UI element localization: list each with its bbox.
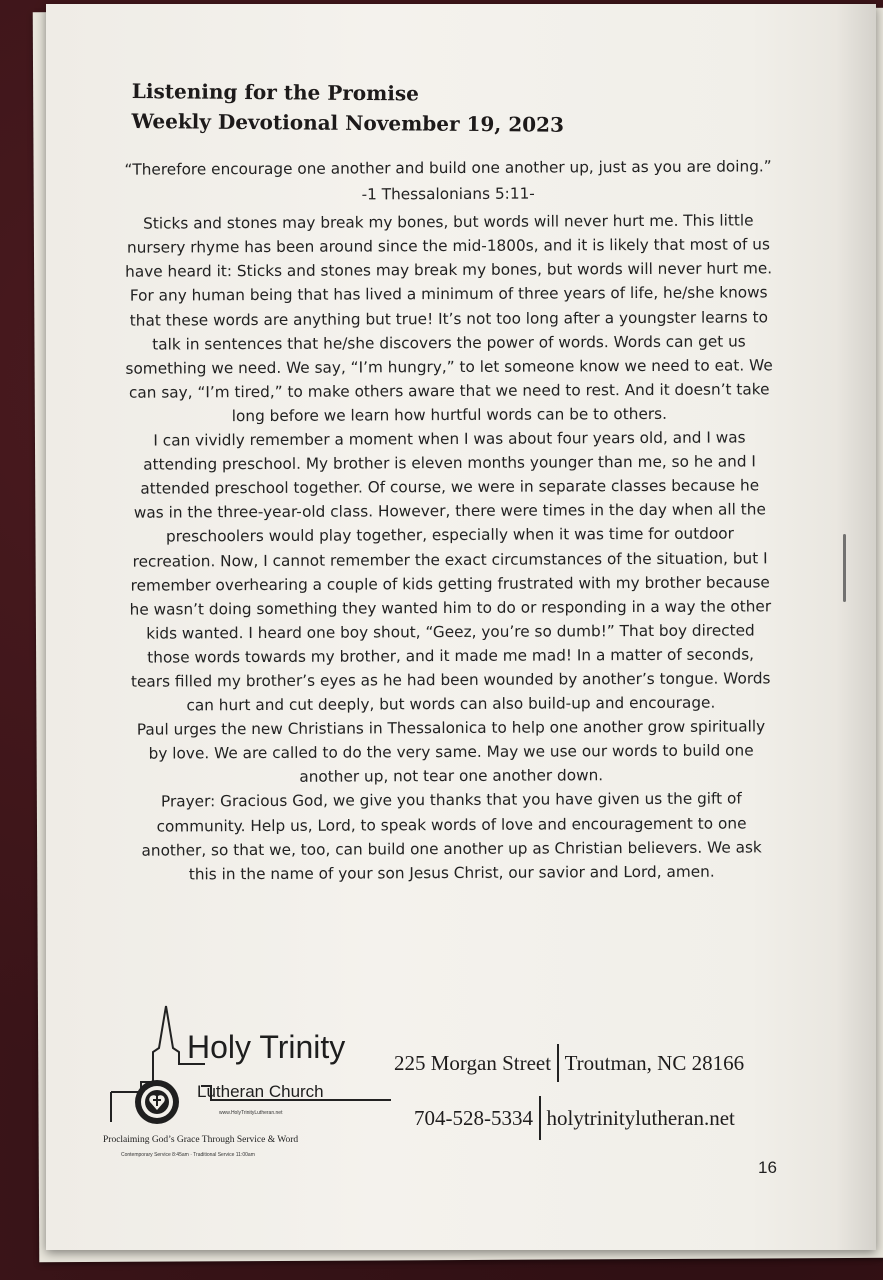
phone-number: 704-528-5334: [414, 1105, 533, 1130]
address-line: [394, 1044, 744, 1082]
paragraph-1: Sticks and stones may break my bones, but words will never hurt me. This little nursery rhyme has been around since the mid-1800s, and it is likely that most of us have heard it: Sticks and stones may break my bones, but words will never hurt me. For any human being that has lived a minimum of three years of life, he/she knows that these words are anything but true! It’s not too long after a youngster learns to talk in sentences that he/she discovers the power of words. Words can get us something we need. We say, “I’m hungry,” to let someone know we need to eat. We can say, “I’m tired,” to make others aware that we need to rest. And it doesn’t take long before we learn how hurtful words can be to others.: [125, 211, 773, 426]
bulletin-page: [46, 4, 876, 1250]
paragraph-2: I can vividly remember a moment when I was about four years old, and I was attending preschool. My brother is eleven months younger than me, so he and I attended preschool together. Of course, we were in separate classes because he was in the three-year-old class. However, there were times in the day when all the preschoolers would play together, especially when it was time for outdoor recreation. Now, I cannot remember the exact circumstances of the situation, but I remember overhearing a couple of kids getting frustrated with my brother because he wasn’t doing something they wanted him to do or responding in a way the other kids wanted. I heard one boy shout, “Geez, you’re so dumb!” That boy directed those words towards my brother, and it made me mad! In a matter of seconds, tears filled my brother’s eyes as he had been wounded by another’s tongue. Words can hurt and cut deeply, but words can also build-up and encourage.: [129, 428, 772, 715]
scripture-reference: -1 Thessalonians 5:11-: [361, 184, 535, 204]
address-divider: [557, 1044, 559, 1082]
page-number: 16: [758, 1158, 777, 1177]
logo-tagline: Proclaiming God’s Grace Through Service & Word: [103, 1135, 299, 1145]
logo-church-name: Holy Trinity: [187, 1029, 346, 1065]
prayer-paragraph: Prayer: Gracious God, we give you thanks that you have given us the gift of community. Help us, Lord, to speak words of love and encouragement to one another, so that we, too, can build one another up as Christian believers. We ask this in the name of your son Jesus Christ, our savior and Lord, amen.: [141, 789, 762, 884]
street-address: 225 Morgan Street: [394, 1050, 552, 1075]
city-address: Troutman, NC 28166: [564, 1050, 745, 1075]
devotional-body: [124, 154, 776, 886]
website-text: holytrinitylutheran.net: [546, 1105, 735, 1130]
logo-url: www.HolyTrinityLutheran.net: [219, 1110, 283, 1116]
devotional-title: [131, 76, 564, 140]
luther-rose-icon: [135, 1080, 179, 1124]
scripture-verse: “Therefore encourage one another and build one another up, just as you are doing.”: [124, 157, 772, 179]
page-crease-mark: [843, 534, 846, 602]
title-line-1: Listening for the Promise: [131, 78, 420, 106]
logo-service-times: Contemporary Service 8:45am · Traditional Service 11:00am: [121, 1152, 255, 1158]
contact-divider: [539, 1096, 541, 1140]
logo-church-subname: Lutheran Church: [197, 1082, 324, 1101]
paragraph-3: Paul urges the new Christians in Thessalonica to help one another grow spiritually by love. We are called to do the very same. May we use our words to build one another up, not tear one another down.: [136, 717, 766, 787]
title-line-2: Weekly Devotional November 19, 2023: [131, 108, 565, 137]
church-logo: [101, 1004, 391, 1164]
page-shadow-edge: [836, 4, 876, 1250]
contact-line: [414, 1096, 735, 1140]
